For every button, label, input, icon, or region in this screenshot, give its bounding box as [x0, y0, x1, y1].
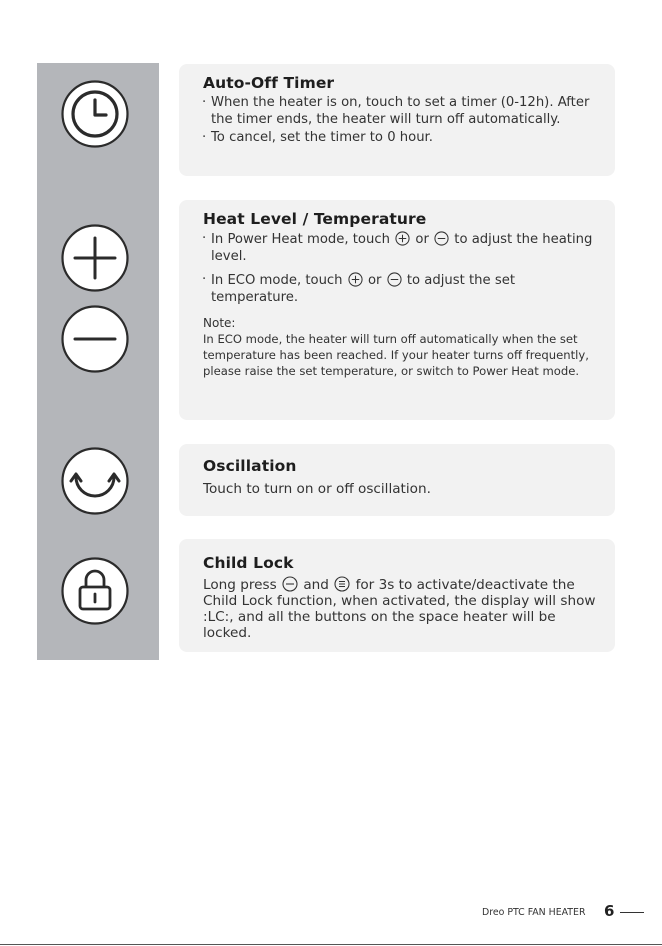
card-oscillation — [179, 444, 615, 516]
bullet-item: · When the heater is on, touch to set a timer (0-12h). After the timer ends, the heater will turn off automatically. — [203, 95, 597, 128]
section-title: Oscillation — [203, 457, 297, 475]
card-child-lock — [179, 539, 615, 652]
bullet-item — [203, 231, 597, 265]
bullet-text: In ECO mode, touch — [211, 273, 343, 288]
bullet-text: or — [415, 232, 429, 247]
minus-icon — [387, 272, 402, 287]
body-text: and — [303, 577, 329, 593]
section-body — [203, 576, 597, 641]
clock-icon — [61, 80, 129, 148]
section-title: Child Lock — [203, 554, 294, 572]
page-number: 6 — [604, 902, 615, 920]
section-title: Heat Level / Temperature — [203, 210, 427, 228]
bullet-text: to adjust the heating level. — [211, 232, 593, 264]
bullet-list — [203, 231, 597, 306]
footer-label: Dreo PTC FAN HEATER — [482, 907, 586, 918]
oscillation-icon — [61, 447, 129, 515]
bullet-text: to adjust the set temperature. — [211, 273, 515, 305]
menu-icon — [334, 576, 350, 592]
body-text: Long press — [203, 577, 277, 593]
note-title: Note: — [203, 316, 236, 330]
bullet-text: In Power Heat mode, touch — [211, 232, 390, 247]
bullet-list — [203, 95, 597, 147]
plus-icon — [61, 224, 129, 292]
note-body: In ECO mode, the heater will turn off automatically when the set temperature has been reached. If your heater turns off frequently, please raise the set temperature, or switch to Power Heat mode. — [203, 332, 589, 378]
section-body: Touch to turn on or off oscillation. — [203, 481, 431, 497]
section-title: Auto-Off Timer — [203, 74, 335, 92]
lock-icon — [61, 557, 129, 625]
bullet-item: · To cancel, set the timer to 0 hour. — [203, 130, 597, 147]
footer-rule — [620, 912, 644, 913]
card-auto-off-timer — [179, 64, 615, 176]
plus-icon — [395, 231, 410, 246]
plus-icon — [348, 272, 363, 287]
minus-icon — [282, 576, 298, 592]
body-text: for 3s to activate/deactivate the Child Lock function, when activated, the display will show :LC:, and all the buttons on the space heater will be locked. — [203, 577, 596, 641]
bottom-rule — [0, 944, 662, 945]
minus-icon — [61, 305, 129, 373]
card-heat-level — [179, 200, 615, 420]
page-footer — [482, 904, 662, 922]
bullet-item — [203, 272, 597, 306]
bullet-text: or — [367, 273, 382, 288]
minus-icon — [434, 231, 449, 246]
